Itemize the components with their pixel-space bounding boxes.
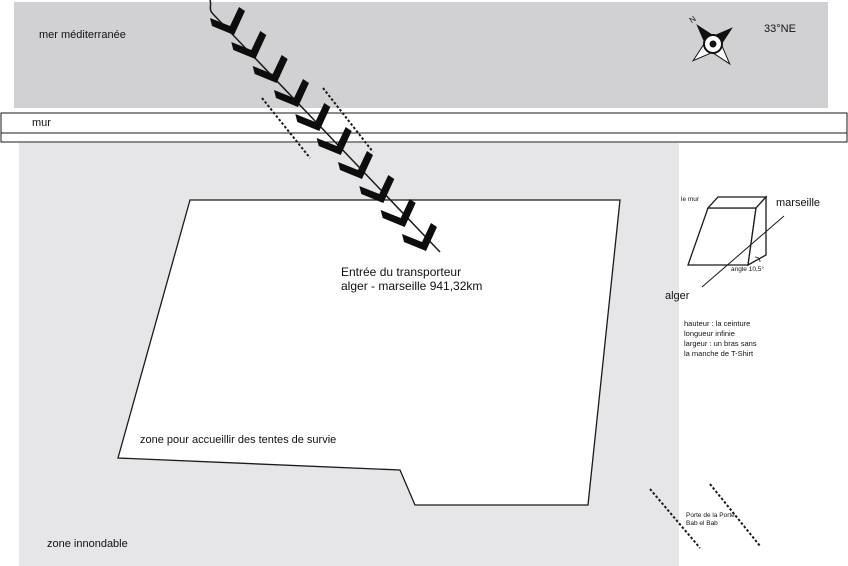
tent-zone-label: zone pour accueillir des tentes de survie xyxy=(140,434,337,446)
inset-marseille-label: marseille xyxy=(776,197,821,209)
compass-north-label: N xyxy=(687,14,698,25)
dimension-line: hauteur : la ceinture xyxy=(684,319,751,328)
gate-label xyxy=(686,512,735,528)
bearing-label: 33°NE xyxy=(764,23,796,35)
gate-name: Porte de la Porte xyxy=(686,512,735,519)
inset-alger-label: alger xyxy=(665,290,690,302)
entrance-distance: alger - marseille 941,32km xyxy=(341,279,483,294)
inset-wall-label: le mur xyxy=(681,196,700,203)
dimensions-note xyxy=(684,319,757,360)
gate-name-alt: Bab el Bab xyxy=(686,519,718,527)
dimension-line: longueur infinie xyxy=(684,329,735,339)
dimension-line: la manche de T-Shirt xyxy=(684,349,754,359)
inset-angle-label: angle 10,5° xyxy=(731,266,764,273)
tent-zone-outline xyxy=(118,200,620,505)
entrance-title: Entrée du transporteur xyxy=(341,265,462,279)
entrance-label xyxy=(341,265,482,294)
sea-label: mer méditerranée xyxy=(39,29,126,41)
wall-base xyxy=(1,133,847,142)
dimension-line: largeur : un bras sans xyxy=(684,339,757,349)
wall-band xyxy=(1,113,847,133)
flood-zone-label: zone innondable xyxy=(47,538,128,550)
wall-label: mur xyxy=(32,117,51,129)
